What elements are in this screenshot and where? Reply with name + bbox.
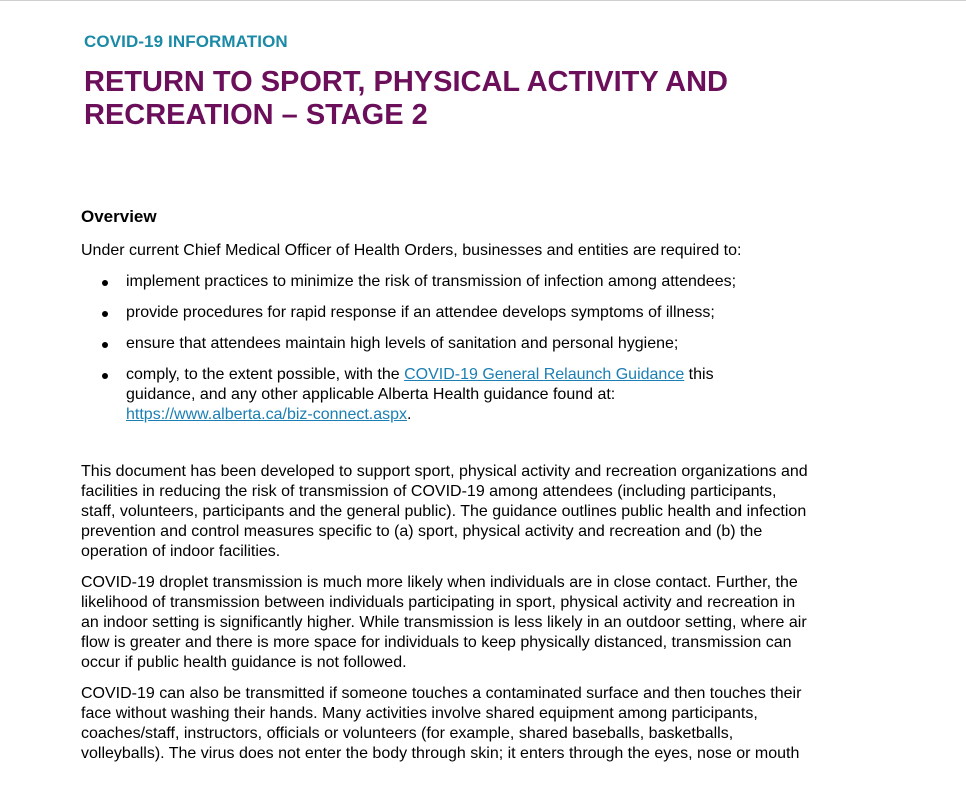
title-line-2: RECREATION – STAGE 2: [84, 99, 428, 131]
list-item-text: guidance, and any other applicable Alberta Health guidance found at:: [126, 386, 616, 403]
document-body: [81, 207, 901, 775]
paragraph-line: an indoor setting is significantly higher. While transmission is less likely in an outdoor setting, where air: [81, 614, 807, 631]
list-item-text: ensure that attendees maintain high levels of sanitation and personal hygiene;: [126, 335, 679, 352]
title-line-1: RETURN TO SPORT, PHYSICAL ACTIVITY AND: [84, 66, 728, 98]
paragraph-line: facilities in reducing the risk of transmission of COVID-19 among attendees (including participants,: [81, 483, 777, 500]
paragraph-surface-transmission: [81, 684, 901, 764]
bullet-icon: [102, 373, 108, 379]
paragraph-line: staff, volunteers, participants and the general public). The guidance outlines public health and infection: [81, 503, 807, 520]
requirements-list: [81, 272, 901, 425]
paragraph-line: volleyballs). The virus does not enter the body through skin; it enters through the eyes, nose or mouth: [81, 745, 800, 762]
paragraph-document-purpose: [81, 462, 901, 562]
list-item-text: provide procedures for rapid response if an attendee develops symptoms of illness;: [126, 304, 715, 321]
paragraph-line: face without washing their hands. Many activities involve shared equipment among participants,: [81, 705, 758, 722]
paragraph-line: COVID-19 droplet transmission is much more likely when individuals are in close contact. Further, the: [81, 574, 798, 591]
list-item-text: comply, to the extent possible, with the: [126, 366, 405, 383]
paragraph-line: coaches/staff, instructors, officials or volunteers (for example, shared baseballs, basketballs,: [81, 725, 734, 742]
paragraph-line: prevention and control measures specific to (a) sport, physical activity and recreation and (b) the: [81, 523, 763, 540]
list-item: [81, 272, 901, 292]
list-item-text: .: [407, 406, 412, 423]
list-item: [81, 365, 901, 425]
list-item: [81, 303, 901, 323]
bullet-icon: [102, 280, 108, 286]
overview-heading: Overview: [81, 207, 157, 226]
paragraph-line: likelihood of transmission between individuals participating in sport, physical activity and recreation in: [81, 594, 796, 611]
overview-intro: Under current Chief Medical Officer of Health Orders, businesses and entities are required to:: [81, 242, 742, 259]
bullet-icon: [102, 342, 108, 348]
paragraph-droplet-transmission: [81, 573, 901, 673]
paragraph-line: operation of indoor facilities.: [81, 543, 281, 560]
document-title: [84, 66, 944, 132]
list-item: [81, 334, 901, 354]
bullet-icon: [102, 311, 108, 317]
document-category-label: COVID-19 INFORMATION: [84, 32, 288, 51]
paragraph-line: occur if public health guidance is not followed.: [81, 654, 407, 671]
paragraph-line: This document has been developed to support sport, physical activity and recreation organizations and: [81, 463, 808, 480]
page-top-border: [0, 0, 966, 1]
list-item-text: implement practices to minimize the risk of transmission of infection among attendees;: [126, 273, 737, 290]
paragraph-line: flow is greater and there is more space for individuals to keep physically distanced, transmission can: [81, 634, 792, 651]
biz-connect-link[interactable]: https://www.alberta.ca/biz-connect.aspx: [126, 406, 408, 423]
relaunch-guidance-link[interactable]: COVID-19 General Relaunch Guidance: [404, 366, 685, 383]
paragraph-line: COVID-19 can also be transmitted if someone touches a contaminated surface and then touches their: [81, 685, 802, 702]
list-item-text: this: [684, 366, 714, 383]
